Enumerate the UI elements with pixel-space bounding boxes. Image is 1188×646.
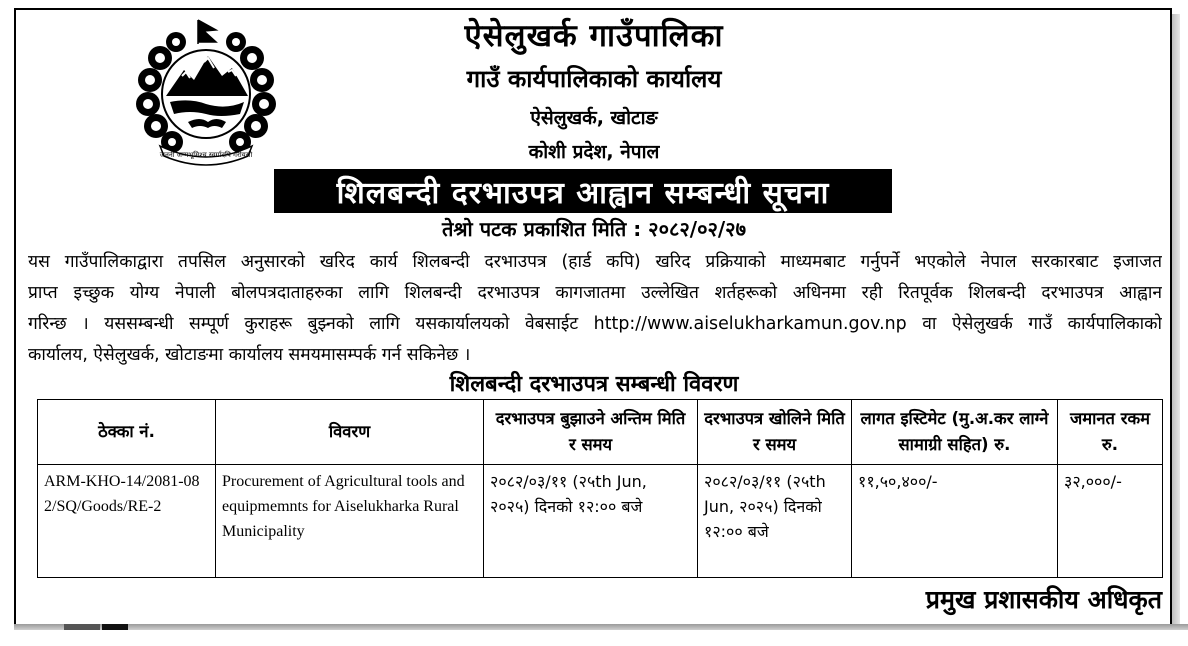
publish-date: तेश्रो पटक प्रकाशित मिति : २०८२/०२/२७ <box>442 217 746 241</box>
column-header-submission-deadline: दरभाउपत्र बुझाउने अन्तिम मिति र समय <box>484 400 698 465</box>
column-header-cost-estimate: लागत इस्टिमेट (मु.अ.कर लाग्ने सामाग्री सहित) रु. <box>852 400 1058 465</box>
page-shadow-bottom <box>14 624 1188 630</box>
notice-body <box>28 247 1162 371</box>
column-header-contract-no: ठेक्का नं. <box>38 400 216 465</box>
office-name: ऐसेलुखर्क गाउँपालिका <box>464 18 724 54</box>
emblem-motto-text: जननी जन्मभूमिश्च स्वर्गादपि गरीयसी <box>159 151 253 159</box>
cell-cost-estimate: ११,५०,४००/- <box>852 465 1058 578</box>
body-line: कार्यालय, ऐसेलुखर्क, खोटाङमा कार्यालय समयमासम्पर्क गर्न सकिनेछ । <box>28 345 471 365</box>
body-line: यस गाउँपालिकाद्वारा तपसिल अनुसारको खरिद कार्य शिलबन्दी दरभाउपत्र (हार्ड कपि) खरिद प्रक्रियाको माध्यमबाट गर्नुपर्ने भएकोले नेपाल सरकारबाट इजाजत <box>28 252 1162 272</box>
tender-details-table <box>37 399 1163 578</box>
notice-title: शिलबन्दी दरभाउपत्र आह्वान सम्बन्धी सूचना <box>336 175 830 211</box>
table-header-row <box>38 400 1163 465</box>
office-subtitle: गाउँ कार्यपालिकाको कार्यालय <box>466 65 722 93</box>
body-line: प्राप्त इच्छुक योग्य नेपाली बोलपत्रदाताहरुका लागि शिलबन्दी दरभाउपत्र कागजातमा उल्लेखित शर्तहरूको अधिनमा रही रितपूर्वक शिलबन्दी दरभाउपत्र आह्वान <box>28 283 1162 303</box>
column-header-security-amount: जमानत रकम रु. <box>1058 400 1163 465</box>
body-line: गरिन्छ । यससम्बन्धी सम्पूर्ण कुराहरू बुझ्नको लागि यसकार्यालयको वेबसाईट http://www.aiselukharkamun.gov.np वा ऐसेलुखर्क गाउँ कार्यपालिकाको <box>28 314 1162 334</box>
column-header-opening-date: दरभाउपत्र खोलिने मिति र समय <box>698 400 852 465</box>
cell-security-amount: ३२,०००/- <box>1058 465 1163 578</box>
signature-title: प्रमुख प्रशासकीय अधिकृत <box>925 585 1162 614</box>
notice-title-banner <box>274 169 892 213</box>
cell-opening-date: २०८२/०३/११ (२५th Jun, २०२५) दिनको १२:०० बजे <box>698 465 852 578</box>
office-province: कोशी प्रदेश, नेपाल <box>528 141 660 163</box>
cell-contract-no: ARM-KHO-14/2081-082/SQ/Goods/RE-2 <box>38 465 216 578</box>
column-header-description: विवरण <box>216 400 484 465</box>
cell-submission-deadline: २०८२/०३/११ (२५th Jun, २०२५) दिनको १२:०० बजे <box>484 465 698 578</box>
details-heading: शिलबन्दी दरभाउपत्र सम्बन्धी विवरण <box>449 372 739 397</box>
office-place: ऐसेलुखर्क, खोटाङ <box>530 107 658 129</box>
cell-description: Procurement of Agricultural tools and equipmemnts for Aiselukharka Rural Municipality <box>216 465 484 578</box>
table-row <box>38 465 1163 578</box>
